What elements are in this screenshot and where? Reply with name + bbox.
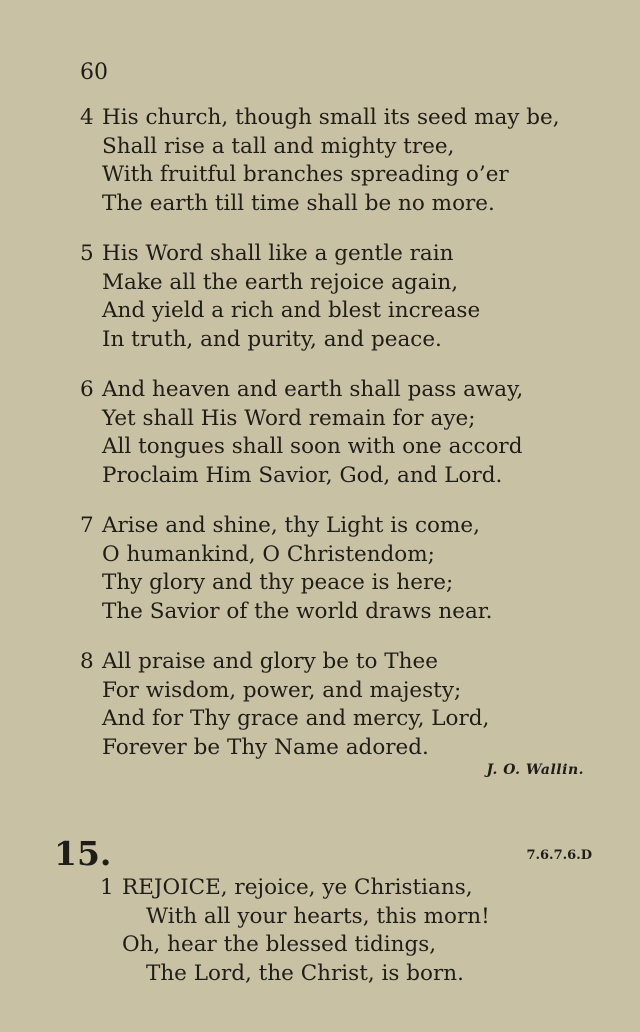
verse-line (100, 874, 620, 903)
verse-line (80, 405, 620, 434)
verse-line (100, 903, 620, 932)
verse-text: Oh, hear the blessed tidings, (122, 932, 437, 957)
verse-text: O humankind, O Christendom; (102, 541, 435, 567)
verse-text: With all your hearts, this morn! (146, 903, 490, 929)
verse-text: His Word shall like a gentle rain (102, 241, 454, 266)
verse-text: With fruitful branches spreading o’er (102, 162, 509, 187)
verse-line (80, 326, 620, 355)
verse-line (80, 433, 620, 462)
verse-line (80, 269, 620, 298)
verse-line (80, 598, 620, 627)
verse-text: Shall rise a tall and mighty tree, (102, 133, 455, 159)
verse-text: REJOICE, rejoice, ye Christians, (122, 875, 473, 900)
verse-line (80, 104, 620, 133)
hymn-15-stanza-1 (100, 874, 620, 988)
stanza-number: 1 (100, 875, 114, 900)
stanza-number: 8 (80, 649, 94, 674)
verse-text: His church, though small its seed may be, (102, 105, 560, 130)
verse-line (80, 161, 620, 190)
hymn-meter: 7.6.7.6.D (526, 848, 592, 863)
page-number: 60 (80, 60, 108, 85)
verse-text: Thy glory and thy peace is here; (102, 570, 454, 595)
verse-line (80, 569, 620, 598)
author-attribution: J. O. Wallin. (486, 762, 584, 778)
verse-line (80, 462, 620, 491)
verse-text: Forever be Thy Name adored. (102, 734, 429, 760)
verse-line (80, 133, 620, 162)
stanza-number: 5 (80, 241, 94, 266)
verse-text: All tongues shall soon with one accord (102, 434, 523, 459)
verse-line (80, 648, 620, 677)
verse-text: The Savior of the world draws near. (102, 598, 493, 624)
verse-line (100, 960, 620, 989)
stanza-number: 4 (80, 105, 94, 130)
stanza-4 (80, 104, 620, 218)
hymn-number: 15. (54, 834, 112, 873)
verse-text: Proclaim Him Savior, God, and Lord. (102, 462, 503, 488)
verse-text: And for Thy grace and mercy, Lord, (102, 706, 490, 731)
verse-text: All praise and glory be to Thee (102, 649, 438, 674)
verse-line (80, 705, 620, 734)
verse-text: Yet shall His Word remain for aye; (102, 405, 476, 431)
verse-text: For wisdom, power, and majesty; (102, 677, 462, 703)
verse-line (80, 190, 620, 219)
verse-text: And heaven and earth shall pass away, (102, 377, 524, 402)
stanza-8 (80, 648, 620, 762)
stanza-6 (80, 376, 620, 490)
verse-text: The earth till time shall be no more. (102, 190, 495, 216)
stanza-7 (80, 512, 620, 626)
verse-line (80, 240, 620, 269)
verse-line (80, 541, 620, 570)
stanza-5 (80, 240, 620, 354)
verse-line (80, 677, 620, 706)
verse-text: And yield a rich and blest increase (102, 298, 481, 323)
verse-line (80, 297, 620, 326)
stanza-number: 7 (80, 513, 94, 538)
verse-line (100, 931, 620, 960)
verse-line (80, 512, 620, 541)
verse-text: The Lord, the Christ, is born. (146, 960, 464, 986)
verse-line (80, 734, 620, 763)
verse-line (80, 376, 620, 405)
verse-text: Make all the earth rejoice again, (102, 269, 459, 295)
stanza-number: 6 (80, 377, 94, 402)
verse-text: Arise and shine, thy Light is come, (102, 513, 480, 538)
verse-text: In truth, and purity, and peace. (102, 326, 442, 352)
